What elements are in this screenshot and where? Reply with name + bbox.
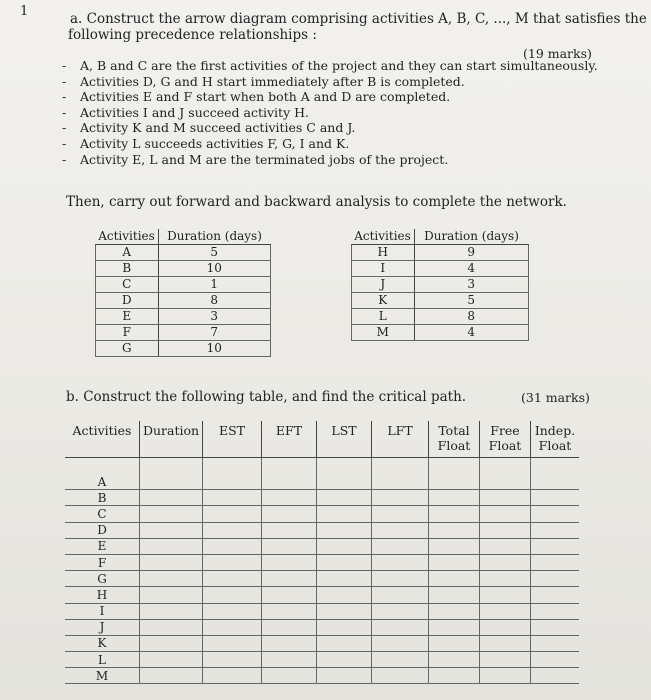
header-est: EST (203, 421, 262, 458)
duration-table-2 (351, 229, 529, 341)
table-row: J (65, 619, 579, 635)
table-row: G 10 (96, 341, 271, 357)
header-eft: EFT (262, 421, 317, 458)
duration-table-1 (95, 229, 271, 357)
analysis-table (65, 421, 579, 684)
table-row: H 9 (352, 245, 529, 261)
table-header: Activities (96, 229, 159, 245)
question-number: 1 (20, 4, 29, 19)
header-free-float: Free Float (480, 421, 531, 458)
table-row: A 5 (96, 245, 271, 261)
table-row: G (65, 571, 579, 587)
table-header: Activities (352, 229, 415, 245)
table-row: I 4 (352, 261, 529, 277)
table-row: K 5 (352, 293, 529, 309)
table-row: A (65, 474, 579, 490)
table-row: H (65, 587, 579, 603)
table-row: C (65, 506, 579, 522)
table-row: B 10 (96, 261, 271, 277)
table-row: D (65, 522, 579, 538)
table-header: Duration (days) (414, 229, 529, 245)
list-item: - A, B and C are the first activities of the project and they can start simultaneously. (62, 58, 598, 73)
analysis-rows (65, 458, 579, 684)
list-item: - Activities E and F start when both A and D are completed. (62, 89, 451, 105)
table-row: M 4 (352, 325, 529, 341)
precedence-list (62, 58, 598, 167)
list-item: - Activity E, L and M are the terminated jobs of the project. (62, 151, 449, 167)
list-item: - Activities D, G and H start immediately after B is completed. (62, 73, 465, 89)
table-header: Duration (days) (158, 229, 271, 245)
header-activities: Activities (65, 421, 140, 458)
part-b-marks: (31 marks) (521, 390, 590, 405)
table-row: J 3 (352, 277, 529, 293)
table-row: B (65, 490, 579, 506)
part-a-intro-line1: a. Construct the arrow diagram comprising activities A, B, C, ..., M that satisfies the (70, 11, 647, 27)
part-b-title: b. Construct the following table, and find the critical path. (66, 389, 467, 405)
table-row: L 8 (352, 309, 529, 325)
part-a-instruction: Then, carry out forward and backward analysis to complete the network. (66, 194, 567, 210)
table-row: D 8 (96, 293, 271, 309)
list-item: - Activities I and J succeed activity H. (62, 104, 309, 120)
table-row: K (65, 635, 579, 651)
list-item: - Activity K and M succeed activities C and J. (62, 120, 356, 136)
header-duration: Duration (140, 421, 203, 458)
table-row: I (65, 603, 579, 619)
header-lft: LFT (372, 421, 429, 458)
table-row: M (65, 668, 579, 684)
table-row: L (65, 652, 579, 668)
header-total-float: Total Float (429, 421, 480, 458)
part-a-marks: (19 marks) (523, 46, 592, 61)
table-row: C 1 (96, 277, 271, 293)
table-row: F 7 (96, 325, 271, 341)
header-indep-float: Indep. Float (531, 421, 580, 458)
part-a-intro-line2: following precedence relationships : (68, 27, 317, 43)
table-row: E (65, 538, 579, 554)
header-lst: LST (317, 421, 372, 458)
list-item: - Activity L succeeds activities F, G, I and K. (62, 135, 350, 151)
table-row: E 3 (96, 309, 271, 325)
table-row: F (65, 554, 579, 570)
